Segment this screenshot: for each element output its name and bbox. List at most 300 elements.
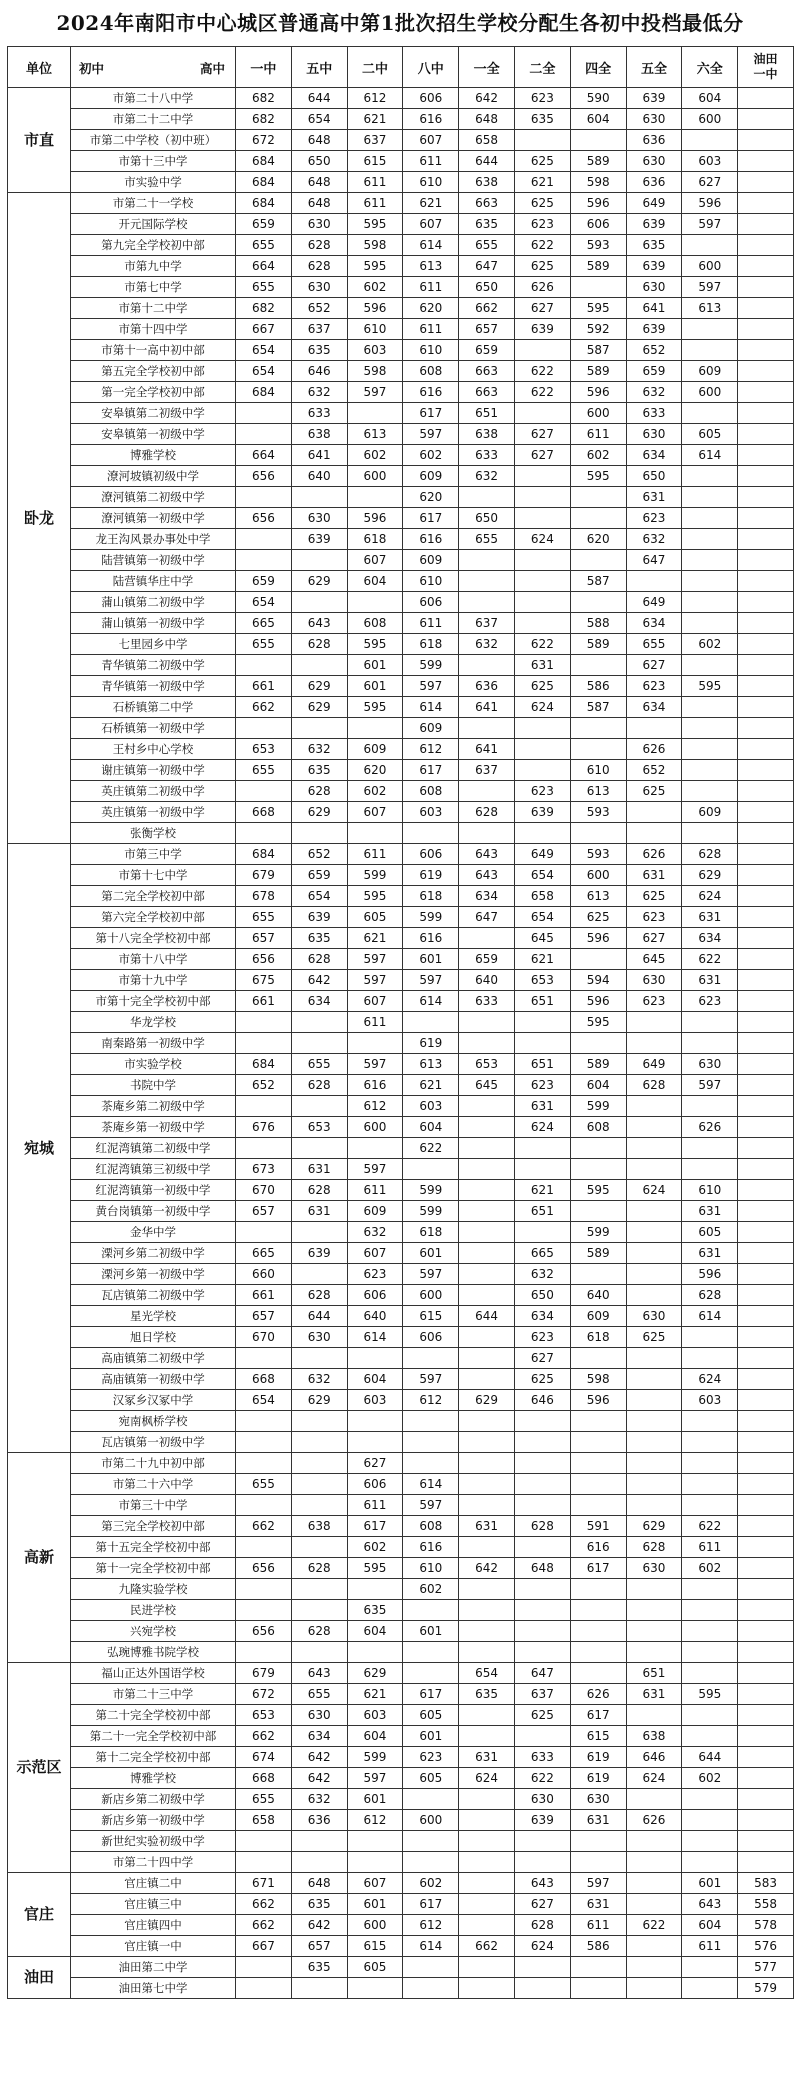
score-cell: 608 (570, 1117, 626, 1138)
score-cell (738, 613, 794, 634)
score-cell (236, 403, 292, 424)
score-cell: 604 (347, 1726, 403, 1747)
score-cell: 597 (403, 1495, 459, 1516)
score-cell: 605 (682, 424, 738, 445)
junior-school-name: 安皋镇第一初级中学 (71, 424, 236, 445)
score-cell: 583 (738, 1873, 794, 1894)
score-cell: 600 (347, 466, 403, 487)
score-cell (626, 1621, 682, 1642)
score-cell (682, 1810, 738, 1831)
junior-school-name: 市第二十八中学 (71, 88, 236, 109)
score-cell (514, 1138, 570, 1159)
junior-school-name: 潦河镇第二初级中学 (71, 487, 236, 508)
score-cell: 632 (459, 466, 515, 487)
score-cell (738, 1747, 794, 1768)
score-cell (682, 466, 738, 487)
score-cell: 684 (236, 844, 292, 865)
score-cell: 590 (570, 88, 626, 109)
score-cell: 628 (291, 1075, 347, 1096)
score-cell (738, 1096, 794, 1117)
score-cell: 629 (291, 676, 347, 697)
score-cell (738, 1138, 794, 1159)
score-cell: 654 (514, 907, 570, 928)
score-cell: 631 (626, 865, 682, 886)
score-cell: 630 (291, 277, 347, 298)
score-cell (347, 487, 403, 508)
score-cell: 635 (514, 109, 570, 130)
score-cell: 647 (459, 256, 515, 277)
score-cell: 616 (403, 109, 459, 130)
score-cell: 651 (626, 1663, 682, 1684)
score-cell (570, 823, 626, 844)
junior-school-name: 第三完全学校初中部 (71, 1516, 236, 1537)
score-cell: 657 (236, 1201, 292, 1222)
score-cell: 596 (347, 298, 403, 319)
score-cell (682, 592, 738, 613)
junior-school-name: 高庙镇第一初级中学 (71, 1369, 236, 1390)
score-cell (291, 1348, 347, 1369)
score-cell: 625 (514, 1705, 570, 1726)
score-cell: 635 (459, 1684, 515, 1705)
score-cell: 603 (403, 1096, 459, 1117)
score-cell: 603 (682, 1390, 738, 1411)
score-cell: 600 (403, 1285, 459, 1306)
header-school-10 (738, 47, 794, 88)
junior-school-name: 石桥镇第二中学 (71, 697, 236, 718)
score-cell: 643 (514, 1873, 570, 1894)
table-row (8, 718, 794, 739)
junior-school-name: 茶庵乡第二初级中学 (71, 1096, 236, 1117)
junior-school-name: 官庄镇三中 (71, 1894, 236, 1915)
score-cell: 612 (347, 1810, 403, 1831)
score-cell: 663 (459, 193, 515, 214)
score-cell: 595 (347, 697, 403, 718)
table-row (8, 1894, 794, 1915)
junior-school-name: 市第三十中学 (71, 1495, 236, 1516)
table-row (8, 1831, 794, 1852)
score-cell (459, 1495, 515, 1516)
score-cell: 617 (403, 760, 459, 781)
table-row (8, 1789, 794, 1810)
score-cell: 610 (403, 172, 459, 193)
score-cell: 601 (347, 1894, 403, 1915)
score-cell (514, 1411, 570, 1432)
score-cell: 654 (514, 865, 570, 886)
score-cell: 595 (570, 298, 626, 319)
score-cell: 649 (626, 193, 682, 214)
score-cell: 610 (347, 319, 403, 340)
score-cell (626, 1369, 682, 1390)
score-cell (738, 1054, 794, 1075)
score-cell (570, 592, 626, 613)
score-cell: 613 (403, 256, 459, 277)
score-cell: 591 (570, 1516, 626, 1537)
score-cell: 635 (291, 1957, 347, 1978)
score-cell: 641 (626, 298, 682, 319)
score-cell: 638 (291, 424, 347, 445)
score-cell: 662 (236, 1516, 292, 1537)
score-cell (514, 823, 570, 844)
score-cell: 622 (682, 949, 738, 970)
score-cell (738, 529, 794, 550)
score-cell (459, 1117, 515, 1138)
score-cell: 607 (403, 130, 459, 151)
score-cell: 639 (291, 907, 347, 928)
score-cell: 659 (459, 949, 515, 970)
table-row (8, 823, 794, 844)
score-cell (514, 1579, 570, 1600)
score-cell: 606 (570, 214, 626, 235)
junior-school-name: 第九完全学校初中部 (71, 235, 236, 256)
score-cell: 638 (291, 1516, 347, 1537)
score-cell: 652 (626, 340, 682, 361)
score-cell: 614 (403, 235, 459, 256)
score-cell (738, 1033, 794, 1054)
score-cell (236, 781, 292, 802)
score-cell: 673 (236, 1159, 292, 1180)
score-cell (570, 949, 626, 970)
score-cell: 635 (347, 1600, 403, 1621)
score-cell (738, 886, 794, 907)
score-cell (738, 571, 794, 592)
score-cell (459, 487, 515, 508)
junior-school-name: 南秦路第一初级中学 (71, 1033, 236, 1054)
score-cell (738, 361, 794, 382)
unit-cell: 高新 (8, 1453, 71, 1663)
junior-school-name: 市第十三中学 (71, 151, 236, 172)
unit-cell: 宛城 (8, 844, 71, 1453)
score-cell: 628 (626, 1075, 682, 1096)
score-cell: 628 (459, 802, 515, 823)
score-cell (403, 1411, 459, 1432)
score-cell: 656 (236, 1621, 292, 1642)
score-cell: 634 (291, 991, 347, 1012)
score-cell (459, 1831, 515, 1852)
score-cell: 614 (347, 1327, 403, 1348)
junior-school-name: 华龙学校 (71, 1012, 236, 1033)
junior-school-name: 市第二十三中学 (71, 1684, 236, 1705)
score-cell: 623 (514, 88, 570, 109)
score-cell: 637 (514, 1684, 570, 1705)
score-cell: 675 (236, 970, 292, 991)
table-row (8, 1369, 794, 1390)
table-row (8, 760, 794, 781)
score-cell (570, 1600, 626, 1621)
score-cell: 630 (291, 508, 347, 529)
score-cell: 633 (291, 403, 347, 424)
table-row (8, 1516, 794, 1537)
score-cell (738, 802, 794, 823)
score-cell: 602 (682, 1768, 738, 1789)
score-cell: 623 (626, 907, 682, 928)
score-cell: 618 (403, 634, 459, 655)
score-cell: 625 (570, 907, 626, 928)
score-cell: 589 (570, 1243, 626, 1264)
score-cell: 621 (403, 193, 459, 214)
score-cell (738, 1159, 794, 1180)
score-cell: 624 (626, 1180, 682, 1201)
score-cell: 630 (626, 109, 682, 130)
junior-school-name: 红泥湾镇第二初级中学 (71, 1138, 236, 1159)
score-cell: 603 (347, 1705, 403, 1726)
score-cell (626, 823, 682, 844)
score-cell (347, 1852, 403, 1873)
score-cell (514, 1495, 570, 1516)
score-cell: 671 (236, 1873, 292, 1894)
score-cell: 656 (236, 508, 292, 529)
junior-school-name: 潦河坡镇初级中学 (71, 466, 236, 487)
table-row (8, 592, 794, 613)
score-cell (626, 1264, 682, 1285)
score-cell: 597 (347, 949, 403, 970)
score-cell: 601 (403, 1621, 459, 1642)
score-cell (514, 1831, 570, 1852)
score-cell: 601 (403, 1726, 459, 1747)
score-cell (459, 1012, 515, 1033)
score-cell: 597 (403, 676, 459, 697)
score-cell: 667 (236, 319, 292, 340)
score-cell (738, 1768, 794, 1789)
score-cell (626, 1411, 682, 1432)
score-cell: 636 (291, 1810, 347, 1831)
score-cell: 614 (682, 445, 738, 466)
score-cell (236, 1222, 292, 1243)
score-cell: 595 (347, 886, 403, 907)
score-cell (514, 571, 570, 592)
table-row (8, 1747, 794, 1768)
score-cell (570, 1621, 626, 1642)
table-row (8, 1705, 794, 1726)
score-cell: 607 (347, 802, 403, 823)
score-cell: 624 (514, 529, 570, 550)
score-cell: 623 (514, 781, 570, 802)
junior-school-name: 市第二十九中初中部 (71, 1453, 236, 1474)
score-cell (682, 1642, 738, 1663)
score-cell (514, 1432, 570, 1453)
score-cell: 655 (459, 235, 515, 256)
score-cell (403, 1852, 459, 1873)
score-cell: 602 (403, 445, 459, 466)
junior-school-name: 官庄镇一中 (71, 1936, 236, 1957)
score-cell (459, 571, 515, 592)
score-cell: 589 (570, 361, 626, 382)
score-cell: 612 (347, 1096, 403, 1117)
score-cell (570, 487, 626, 508)
score-cell (682, 403, 738, 424)
score-cell: 667 (236, 1936, 292, 1957)
score-cell: 598 (347, 235, 403, 256)
score-cell: 609 (347, 1201, 403, 1222)
score-cell: 609 (403, 466, 459, 487)
score-cell: 632 (459, 634, 515, 655)
score-cell (682, 1432, 738, 1453)
score-cell: 672 (236, 1684, 292, 1705)
junior-school-name: 兴宛学校 (71, 1621, 236, 1642)
score-cell: 635 (459, 214, 515, 235)
score-cell: 682 (236, 298, 292, 319)
score-cell: 602 (682, 1558, 738, 1579)
score-cell: 607 (347, 1873, 403, 1894)
score-cell (738, 781, 794, 802)
score-cell (459, 1348, 515, 1369)
score-cell: 619 (403, 865, 459, 886)
score-cell: 682 (236, 88, 292, 109)
score-cell: 605 (347, 907, 403, 928)
score-cell: 630 (291, 1705, 347, 1726)
score-cell (626, 1789, 682, 1810)
score-cell: 684 (236, 193, 292, 214)
junior-school-name: 蒲山镇第二初级中学 (71, 592, 236, 613)
score-cell: 606 (347, 1474, 403, 1495)
score-cell (682, 130, 738, 151)
table-row (8, 487, 794, 508)
header-senior: 高中 (199, 61, 225, 76)
junior-school-name: 市第十四中学 (71, 319, 236, 340)
score-cell (459, 1474, 515, 1495)
score-cell: 634 (459, 886, 515, 907)
score-cell: 595 (682, 676, 738, 697)
score-cell (738, 655, 794, 676)
score-cell: 655 (236, 1474, 292, 1495)
score-cell (682, 1789, 738, 1810)
score-cell: 611 (347, 1495, 403, 1516)
score-cell: 628 (291, 1558, 347, 1579)
score-cell: 601 (682, 1873, 738, 1894)
score-cell: 652 (626, 760, 682, 781)
score-cell: 600 (570, 865, 626, 886)
score-cell: 608 (403, 361, 459, 382)
score-cell: 632 (291, 739, 347, 760)
score-cell: 634 (291, 1726, 347, 1747)
score-cell: 596 (570, 928, 626, 949)
score-cell: 632 (291, 1369, 347, 1390)
score-cell: 635 (626, 235, 682, 256)
table-row (8, 1075, 794, 1096)
score-cell (626, 802, 682, 823)
score-cell (738, 1558, 794, 1579)
score-cell: 643 (682, 1894, 738, 1915)
score-cell: 614 (403, 1474, 459, 1495)
score-cell: 625 (514, 193, 570, 214)
score-cell: 624 (514, 1936, 570, 1957)
score-cell (738, 508, 794, 529)
score-cell (682, 1705, 738, 1726)
score-cell: 615 (403, 1306, 459, 1327)
score-cell (626, 1873, 682, 1894)
header-school-1: 一中 (236, 47, 292, 88)
junior-school-name: 新店乡第二初级中学 (71, 1789, 236, 1810)
score-cell (738, 319, 794, 340)
score-cell (682, 1831, 738, 1852)
junior-school-name: 星光学校 (71, 1306, 236, 1327)
score-cell (738, 172, 794, 193)
score-cell: 618 (403, 886, 459, 907)
score-cell: 620 (403, 298, 459, 319)
score-cell: 647 (514, 1663, 570, 1684)
score-cell (236, 1012, 292, 1033)
score-cell: 631 (682, 1243, 738, 1264)
score-cell: 603 (347, 1390, 403, 1411)
score-cell: 587 (570, 571, 626, 592)
junior-school-name: 张衡学校 (71, 823, 236, 844)
score-cell: 632 (626, 529, 682, 550)
score-cell: 653 (291, 1117, 347, 1138)
score-cell (403, 1348, 459, 1369)
score-cell (738, 88, 794, 109)
junior-school-name: 英庄镇第二初级中学 (71, 781, 236, 802)
table-row (8, 613, 794, 634)
table-row (8, 1201, 794, 1222)
score-cell: 604 (347, 1621, 403, 1642)
table-row (8, 193, 794, 214)
score-cell: 650 (459, 508, 515, 529)
score-cell: 597 (347, 1159, 403, 1180)
score-cell: 628 (291, 256, 347, 277)
header-school-8: 五全 (626, 47, 682, 88)
score-cell (626, 1852, 682, 1873)
score-cell (236, 424, 292, 445)
score-cell: 628 (514, 1516, 570, 1537)
score-cell (570, 1579, 626, 1600)
score-cell: 639 (514, 1810, 570, 1831)
score-cell: 631 (459, 1747, 515, 1768)
score-cell (626, 1831, 682, 1852)
table-row (8, 1621, 794, 1642)
score-cell: 606 (403, 844, 459, 865)
score-cell: 611 (403, 613, 459, 634)
score-cell (570, 1348, 626, 1369)
score-cell (738, 193, 794, 214)
junior-school-name: 青华镇第一初级中学 (71, 676, 236, 697)
table-row (8, 235, 794, 256)
score-cell: 599 (403, 1180, 459, 1201)
score-cell (347, 403, 403, 424)
score-cell: 598 (570, 172, 626, 193)
score-cell (738, 865, 794, 886)
score-cell (738, 1264, 794, 1285)
junior-school-name: 书院中学 (71, 1075, 236, 1096)
junior-school-name: 第一完全学校初中部 (71, 382, 236, 403)
score-cell: 655 (236, 907, 292, 928)
score-cell: 614 (403, 697, 459, 718)
score-cell: 655 (459, 529, 515, 550)
junior-school-name: 红泥湾镇第一初级中学 (71, 1180, 236, 1201)
score-cell: 635 (291, 340, 347, 361)
junior-school-name: 龙王沟风景办事处中学 (71, 529, 236, 550)
score-cell (738, 1516, 794, 1537)
score-cell: 600 (403, 1810, 459, 1831)
score-cell (459, 1180, 515, 1201)
score-cell: 647 (626, 550, 682, 571)
score-cell: 639 (626, 88, 682, 109)
score-cell (291, 1411, 347, 1432)
score-cell: 597 (403, 1264, 459, 1285)
score-cell (459, 1138, 515, 1159)
score-cell: 639 (514, 319, 570, 340)
score-cell: 629 (291, 697, 347, 718)
score-cell (236, 655, 292, 676)
score-cell (682, 697, 738, 718)
score-cell (626, 1390, 682, 1411)
score-cell (738, 1684, 794, 1705)
score-cell (738, 697, 794, 718)
score-cell: 602 (347, 445, 403, 466)
score-cell: 632 (347, 1222, 403, 1243)
score-cell: 589 (570, 151, 626, 172)
score-cell: 655 (626, 634, 682, 655)
table-row (8, 1222, 794, 1243)
score-cell: 657 (236, 928, 292, 949)
